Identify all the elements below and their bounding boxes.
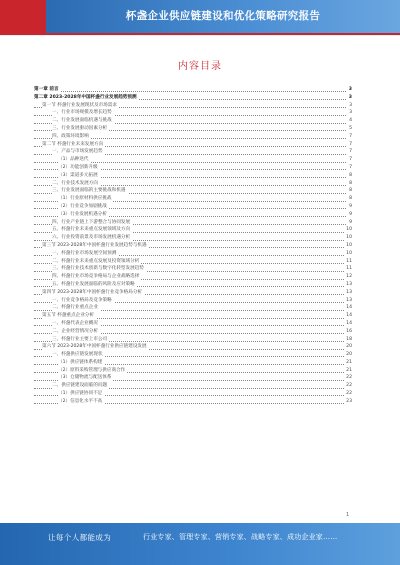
toc-entry-page: 3 xyxy=(348,94,352,100)
toc-entry-text: 第一章 前言 xyxy=(34,87,59,92)
toc-entry-page: 8 xyxy=(349,172,352,178)
toc-entry-page: 13 xyxy=(346,297,352,303)
toc-entry-text: 二、供应链建设面临的问题 xyxy=(52,383,108,389)
toc-entry-page: 13 xyxy=(346,281,352,287)
toc-entry-text: 三、行业发展驱动因素分析 xyxy=(52,125,108,131)
toc-entry-text: 三、杯盏行业技术创新与数字化转型发展趋势 xyxy=(52,266,144,272)
toc-entry-text: 第五节 杯盏重点企业分析 xyxy=(42,313,94,319)
toc-entry[interactable] xyxy=(34,94,352,102)
toc-entry-text: 第二节 杯盏行业未来发展方向 xyxy=(42,141,104,147)
toc-entry[interactable] xyxy=(34,242,352,250)
toc-entry-page: 11 xyxy=(346,258,352,264)
toc-entry-text: 三、行业发展面临的主要挑战和机遇 xyxy=(52,188,126,194)
toc-entry-text: （1）供应链协同不足 xyxy=(58,391,103,397)
toc-entry[interactable] xyxy=(34,195,352,203)
page-number: 1 xyxy=(346,512,350,518)
header-band xyxy=(0,0,400,36)
toc-entry[interactable] xyxy=(34,117,352,125)
toc-entry-text: 第一节 杯盏行业发展现状及市场需求 xyxy=(42,102,117,108)
toc-entry-page: 21 xyxy=(346,367,352,373)
toc-entry-page: 10 xyxy=(346,250,352,256)
toc-entry-page: 22 xyxy=(346,391,352,397)
toc-entry[interactable] xyxy=(34,102,352,110)
toc-entry[interactable] xyxy=(34,297,352,305)
toc-entry[interactable] xyxy=(34,304,352,312)
toc-entry-page: 20 xyxy=(346,344,352,350)
toc-entry-page: 14 xyxy=(346,313,352,319)
report-title: 杯盏企业供应链建设和优化策略研究报告 xyxy=(125,10,321,22)
toc-entry-text: （1）品种迭代 xyxy=(58,157,89,163)
toc-entry-page: 22 xyxy=(346,375,352,381)
toc-entry[interactable] xyxy=(34,398,352,406)
toc-entry-page: 8 xyxy=(349,196,352,202)
toc-entry[interactable] xyxy=(34,109,352,117)
toc-entry[interactable] xyxy=(34,187,352,195)
toc-entry[interactable] xyxy=(34,289,352,297)
toc-entry[interactable] xyxy=(34,148,352,156)
toc-entry-page: 10 xyxy=(346,227,352,233)
toc-entry[interactable] xyxy=(34,320,352,328)
toc-entry[interactable] xyxy=(34,359,352,367)
toc-entry-page: 10 xyxy=(346,235,352,241)
toc-entry-text: 五、杯盏行业发展面临的风险及应对策略 xyxy=(52,281,135,287)
toc-entry[interactable] xyxy=(34,382,352,390)
toc-entry-text: 二、杯盏行业重点企业 xyxy=(52,305,98,311)
toc-entry[interactable] xyxy=(34,180,352,188)
toc-entry[interactable] xyxy=(34,172,352,180)
toc-entry[interactable] xyxy=(34,141,352,149)
toc-entry-text: （2）功能创新升级 xyxy=(58,164,98,170)
toc-entry-text: 二、行业技术发展方向 xyxy=(52,180,98,186)
toc-entry[interactable] xyxy=(34,328,352,336)
toc-entry-page: 7 xyxy=(349,149,352,155)
toc-entry-text: （3）仓储物流与配送体系 xyxy=(58,375,112,381)
toc-entry-text: 六、行业投资前景及市场发展机遇分析 xyxy=(52,235,131,241)
toc-heading: 内容目录 xyxy=(178,61,222,72)
toc-entry-page: 14 xyxy=(346,320,352,326)
toc-entry-text: 一、杯盏行业市场发展空间预测 xyxy=(52,250,117,256)
toc-entry[interactable] xyxy=(34,164,352,172)
footer-roles: 行业专家、管理专家、营销专家、战略专家、成功企业家…… xyxy=(143,533,338,541)
toc-entry[interactable] xyxy=(34,133,352,141)
toc-entry-page: 22 xyxy=(346,383,352,389)
toc-entry-text: 二、杯盏行业未来重点发展及投资领域分析 xyxy=(52,258,140,264)
toc-entry-text: 四、行业产业链上下游整合与协同发展 xyxy=(52,219,131,225)
toc-entry-page: 14 xyxy=(346,305,352,311)
toc-entry-page: 4 xyxy=(349,118,352,124)
toc-entry-page: 7 xyxy=(349,157,352,163)
toc-entry[interactable] xyxy=(34,312,352,320)
toc-entry[interactable] xyxy=(34,273,352,281)
toc-entry-text: 一、行业竞争格局及竞争策略 xyxy=(52,297,112,303)
toc-entry-page: 3 xyxy=(349,102,352,108)
toc-entry-text: （1）供应链体系构建 xyxy=(58,359,103,365)
toc-entry-text: 二、企业经营情况分析 xyxy=(52,328,98,334)
toc-entry[interactable] xyxy=(34,351,352,359)
toc-entry-text: 第三节 2023-2028年中国杯盏行业发展趋势与机遇 xyxy=(42,242,147,248)
toc-entry[interactable] xyxy=(34,203,352,211)
toc-entry[interactable] xyxy=(34,336,352,344)
toc-entry[interactable] xyxy=(34,250,352,258)
toc-entry-text: （2）信息化水平不高 xyxy=(58,398,103,404)
toc-leader-dots xyxy=(34,91,346,92)
toc-entry-text: 二、行业发展面临机遇与挑战 xyxy=(52,118,112,124)
toc-entry-page: 9 xyxy=(349,203,352,209)
footer-band xyxy=(0,523,400,565)
toc-entry-text: （3）行业发展机遇分析 xyxy=(58,211,107,217)
toc-entry-text: 一、杯盏代表企业概况 xyxy=(52,320,98,326)
toc-entry-page: 3 xyxy=(348,87,352,92)
toc-entry-text: （3）渠道多元拓展 xyxy=(58,172,98,178)
toc-entry[interactable] xyxy=(34,234,352,242)
toc-entry-text: 四、政策环境影响 xyxy=(52,133,89,139)
toc-entry-text: 第二章 2023-2028年中国杯盏行业发展趋势预测 xyxy=(34,94,137,100)
toc-entry[interactable] xyxy=(34,390,352,398)
toc-entry[interactable] xyxy=(34,265,352,273)
toc-entry-page: 3 xyxy=(349,110,352,116)
toc-entry[interactable] xyxy=(34,125,352,133)
toc-entry[interactable] xyxy=(34,367,352,375)
toc-entry-text: 五、杯盏行业未来重点发展领域及方向 xyxy=(52,227,131,233)
toc-entry[interactable] xyxy=(34,258,352,266)
toc-entry[interactable] xyxy=(34,343,352,351)
toc-entry[interactable] xyxy=(34,156,352,164)
toc-entry-page: 10 xyxy=(346,242,352,248)
header-divider xyxy=(0,33,400,35)
footer-slogan: 让每个人都能成为 xyxy=(48,533,112,542)
toc-entry-page: 18 xyxy=(346,336,352,342)
toc-entry-page: 20 xyxy=(346,352,352,358)
toc-entry[interactable] xyxy=(34,226,352,234)
toc-entry[interactable] xyxy=(34,281,352,289)
toc-entry[interactable] xyxy=(34,211,352,219)
toc-entry-text: 一、产品与市场发展趋势 xyxy=(52,149,103,155)
toc-entry-page: 7 xyxy=(349,164,352,170)
toc-entry-text: 一、杯盏供应链发展现状 xyxy=(52,352,103,358)
toc-entry-text: 四、杯盏行业市场竞争格局与企业战略选择 xyxy=(52,274,140,280)
toc-entry[interactable] xyxy=(34,86,352,94)
toc-entry-page: 7 xyxy=(349,141,352,147)
toc-entry-page: 21 xyxy=(346,359,352,365)
toc-entry-text: 三、杯盏行业主要上市公司 xyxy=(52,336,108,342)
toc-entry-page: 13 xyxy=(346,289,352,295)
toc-entry-page: 23 xyxy=(346,398,352,404)
toc-entry-page: 8 xyxy=(349,188,352,194)
toc-entry-text: （2）行业竞争加剧挑战 xyxy=(58,203,107,209)
toc-entry[interactable] xyxy=(34,219,352,227)
toc-entry-page: 9 xyxy=(349,211,352,217)
toc-entry-page: 9 xyxy=(349,219,352,225)
toc-entry-page: 12 xyxy=(346,274,352,280)
toc-entry-page: 11 xyxy=(346,266,352,272)
toc-entry[interactable] xyxy=(34,374,352,382)
toc-entry-page: 16 xyxy=(346,328,352,334)
toc-entry-text: 第四节 2023-2028年中国杯盏行业竞争格局分析 xyxy=(42,289,143,295)
toc-entry-page: 8 xyxy=(349,180,352,186)
toc-entry-page: 5 xyxy=(349,125,352,131)
toc-entry-text: 第六节 2023-2028年中国杯盏行业供应链建设发展 xyxy=(42,344,147,350)
toc-entry-text: （2）原料采购管理与供应商合作 xyxy=(58,367,126,373)
table-of-contents xyxy=(34,86,352,406)
toc-entry-text: （1）行业原材料供应挑战 xyxy=(58,196,112,202)
toc-entry-page: 7 xyxy=(349,133,352,139)
toc-entry-text: 一、行业市场规模及增长趋势 xyxy=(52,110,112,116)
